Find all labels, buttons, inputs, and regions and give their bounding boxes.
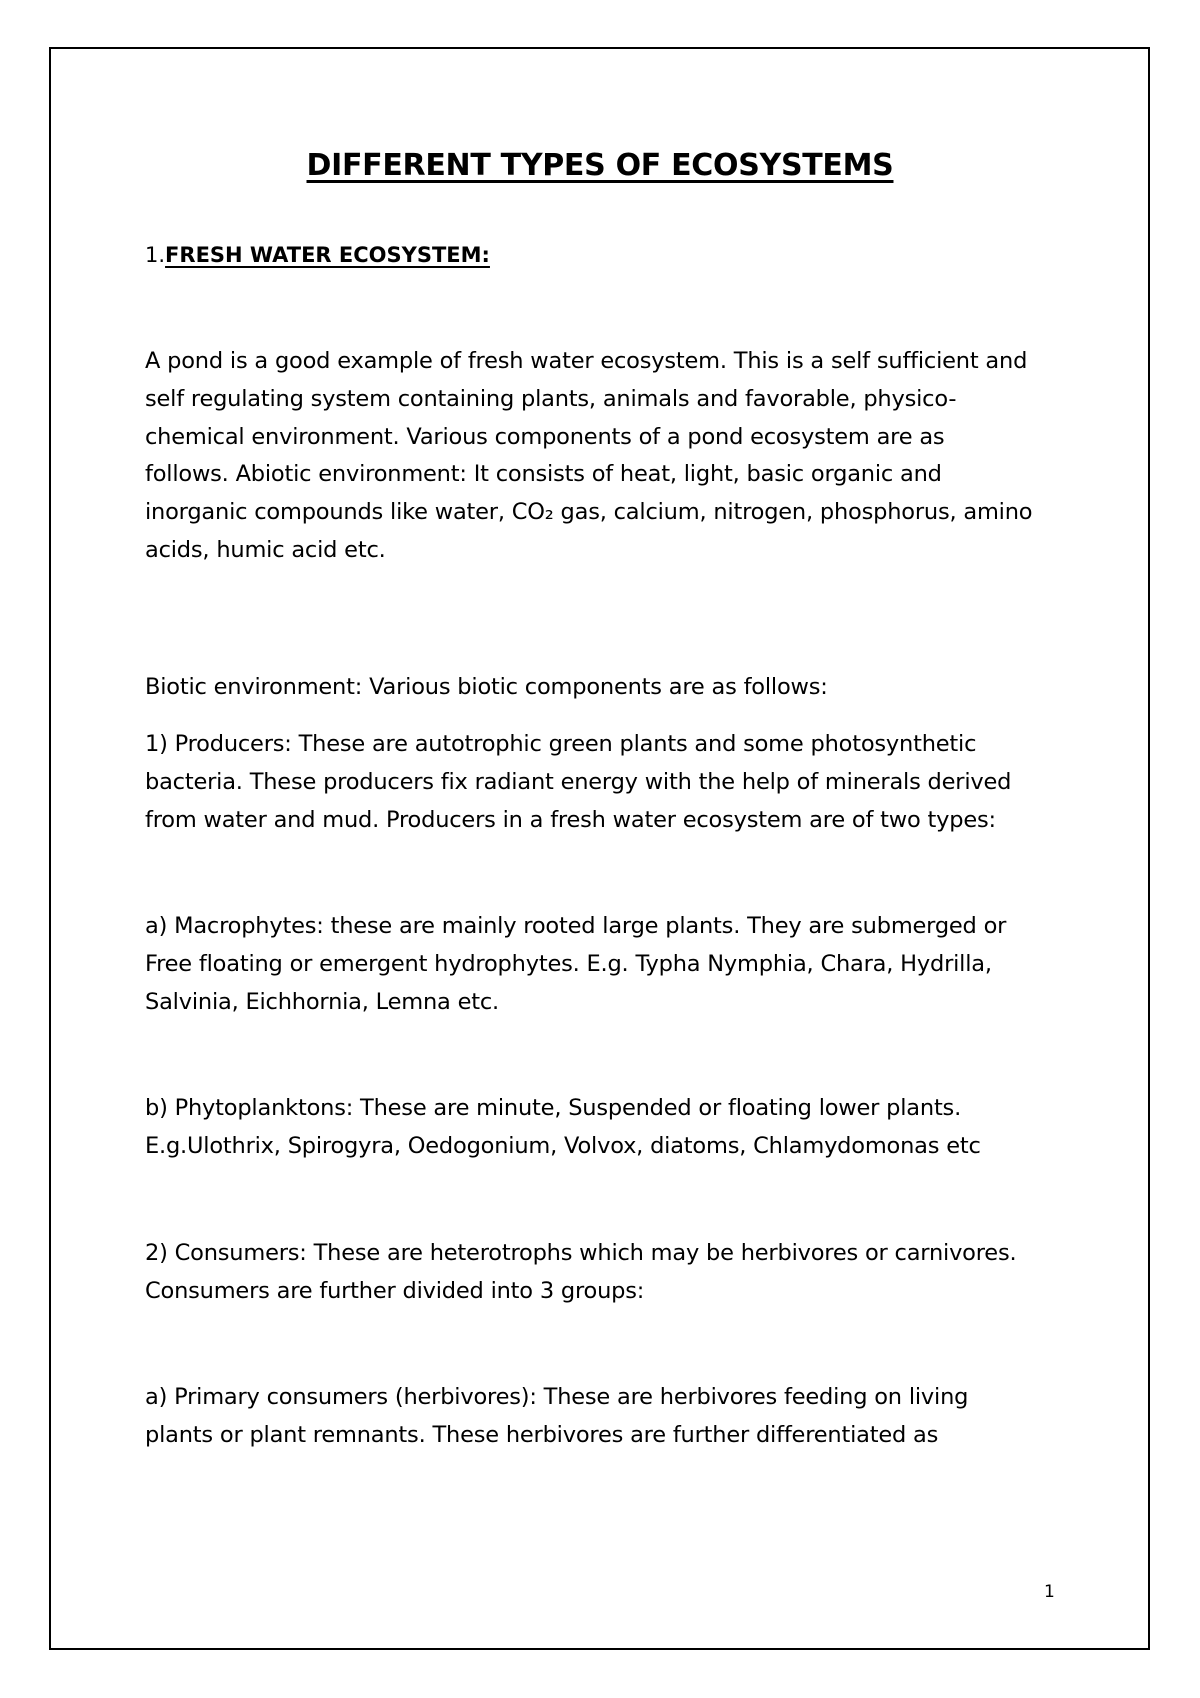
text-line: 2) Consumers: These are heterotrophs which may be herbivores or carnivores.	[145, 1240, 1017, 1266]
paragraph-phytoplanktons	[145, 1090, 1105, 1166]
paragraph-biotic	[145, 669, 1105, 707]
paragraph-macrophytes	[145, 908, 1105, 1021]
text-line: from water and mud. Producers in a fresh water ecosystem are of two types:	[145, 806, 996, 833]
text-line: a) Macrophytes: these are mainly rooted large plants. They are submerged or	[145, 913, 1007, 939]
paragraph-consumers	[145, 1235, 1105, 1311]
text-line: E.g.Ulothrix, Spirogyra, Oedogonium, Volvox, diatoms, Chlamydomonas etc	[145, 1132, 981, 1159]
text-line: Consumers are further divided into 3 groups:	[145, 1277, 645, 1304]
section-heading-text: FRESH WATER ECOSYSTEM:	[165, 243, 490, 267]
text-line: plants or plant remnants. These herbivores are further differentiated as	[145, 1421, 939, 1448]
text-line: Salvinia, Eichhornia, Lemna etc.	[145, 988, 499, 1015]
text-line: self regulating system containing plants, animals and favorable, physico-	[145, 385, 957, 412]
text-line: 1) Producers: These are autotrophic green plants and some photosynthetic	[145, 731, 977, 757]
section-number: 1.	[145, 243, 166, 267]
paragraph-producers	[145, 726, 1105, 839]
paragraph-primary-consumers	[145, 1379, 1105, 1455]
text-line: chemical environment. Various components of a pond ecosystem are as	[145, 423, 945, 450]
text-line: acids, humic acid etc.	[145, 536, 386, 563]
text-line: inorganic compounds like water, CO₂ gas, calcium, nitrogen, phosphorus, amino	[145, 499, 1033, 526]
text-line: a) Primary consumers (herbivores): These are herbivores feeding on living	[145, 1384, 969, 1410]
document-title: DIFFERENT TYPES OF ECOSYSTEMS	[306, 148, 894, 183]
section-heading	[145, 243, 490, 267]
text-line: bacteria. These producers fix radiant energy with the help of minerals derived	[145, 768, 1012, 795]
text-line: Free floating or emergent hydrophytes. E.g. Typha Nymphia, Chara, Hydrilla,	[145, 950, 992, 977]
text-line: follows. Abiotic environment: It consists of heat, light, basic organic and	[145, 461, 942, 488]
page-number: 1	[1044, 1582, 1055, 1602]
text-line: Biotic environment: Various biotic components are as follows:	[145, 674, 828, 700]
text-line: b) Phytoplanktons: These are minute, Suspended or floating lower plants.	[145, 1095, 962, 1121]
text-line: A pond is a good example of fresh water ecosystem. This is a self sufficient and	[145, 348, 1028, 374]
paragraph-intro	[145, 343, 1105, 570]
